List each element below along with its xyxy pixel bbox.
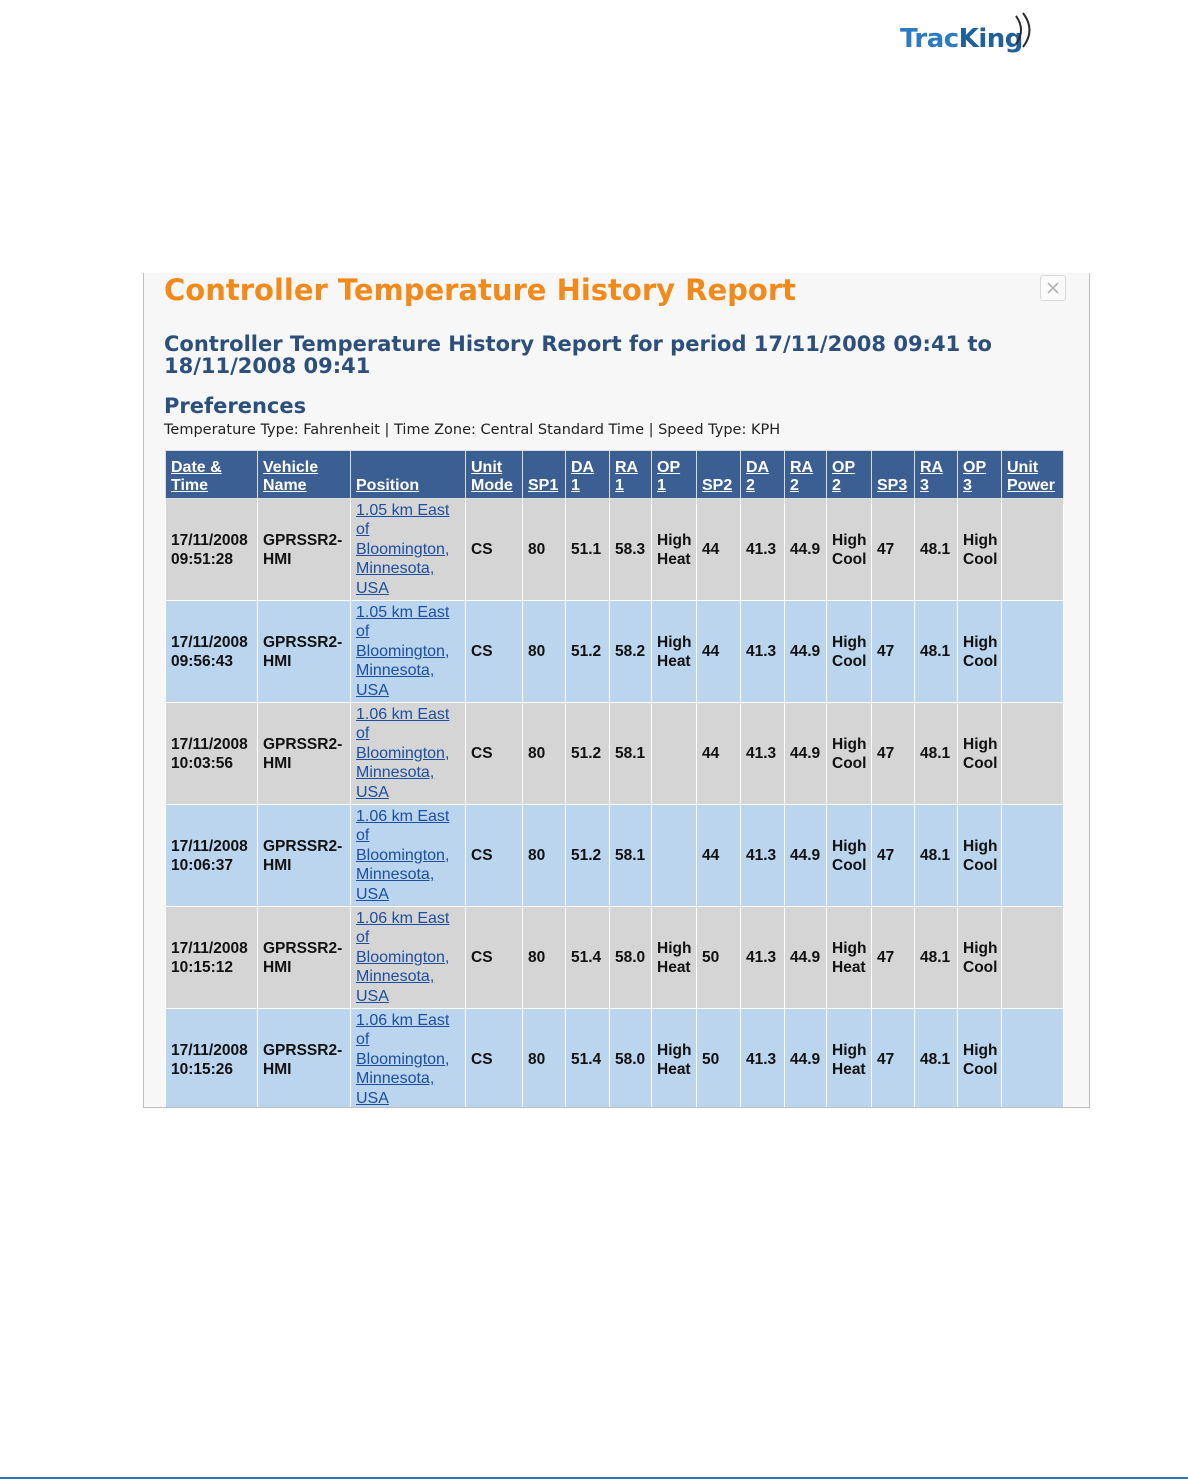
cell-position bbox=[351, 805, 466, 907]
cell-power bbox=[1002, 499, 1064, 601]
cell-ra2: 44.9 bbox=[785, 601, 827, 703]
column-header bbox=[872, 451, 915, 499]
cell-op1 bbox=[652, 703, 697, 805]
cell-datetime: 17/11/2008 10:03:56 bbox=[166, 703, 258, 805]
cell-da2: 41.3 bbox=[741, 805, 785, 907]
sort-link[interactable]: SP2 bbox=[702, 477, 733, 494]
cell-mode: CS bbox=[466, 1009, 523, 1109]
cell-vehicle: GPRSSR2-HMI bbox=[258, 601, 351, 703]
cell-ra2: 44.9 bbox=[785, 1009, 827, 1109]
column-header bbox=[785, 451, 827, 499]
dialog-title: Controller Temperature History Report bbox=[164, 273, 796, 307]
column-header bbox=[827, 451, 872, 499]
table-row bbox=[166, 907, 1064, 1009]
cell-sp1: 80 bbox=[523, 703, 566, 805]
cell-sp2: 44 bbox=[697, 703, 741, 805]
cell-vehicle: GPRSSR2-HMI bbox=[258, 907, 351, 1009]
column-header bbox=[1002, 451, 1064, 499]
cell-da1: 51.4 bbox=[566, 907, 610, 1009]
cell-op1: High Heat bbox=[652, 601, 697, 703]
report-table bbox=[165, 450, 1064, 1108]
table-body bbox=[166, 499, 1064, 1109]
cell-power bbox=[1002, 703, 1064, 805]
cell-op2: High Cool bbox=[827, 601, 872, 703]
cell-sp3: 47 bbox=[872, 703, 915, 805]
cell-sp1: 80 bbox=[523, 805, 566, 907]
period-heading: Controller Temperature History Report for period 17/11/2008 09:41 to 18/11/2008 09:41 bbox=[164, 332, 992, 378]
cell-ra3: 48.1 bbox=[915, 805, 958, 907]
cell-op1: High Heat bbox=[652, 1009, 697, 1109]
position-link[interactable]: 1.06 km East of Bloomington, Minnesota, USA bbox=[356, 909, 450, 1005]
column-header bbox=[652, 451, 697, 499]
sort-link[interactable]: SP3 bbox=[877, 477, 908, 494]
cell-da1: 51.2 bbox=[566, 601, 610, 703]
cell-op3: High Cool bbox=[958, 703, 1002, 805]
cell-sp3: 47 bbox=[872, 499, 915, 601]
cell-datetime: 17/11/2008 10:15:26 bbox=[166, 1009, 258, 1109]
table-row bbox=[166, 1009, 1064, 1109]
cell-sp1: 80 bbox=[523, 907, 566, 1009]
cell-da1: 51.2 bbox=[566, 805, 610, 907]
preferences-text: Temperature Type: Fahrenheit | Time Zone: Central Standard Time | Speed Type: KPH bbox=[164, 422, 781, 438]
sort-link[interactable]: DA 2 bbox=[746, 459, 770, 494]
column-header bbox=[351, 451, 466, 499]
cell-vehicle: GPRSSR2-HMI bbox=[258, 1009, 351, 1109]
cell-sp2: 50 bbox=[697, 907, 741, 1009]
cell-da2: 41.3 bbox=[741, 703, 785, 805]
cell-op3: High Cool bbox=[958, 805, 1002, 907]
cell-da1: 51.4 bbox=[566, 1009, 610, 1109]
cell-mode: CS bbox=[466, 601, 523, 703]
cell-position bbox=[351, 907, 466, 1009]
table-row bbox=[166, 805, 1064, 907]
cell-da2: 41.3 bbox=[741, 601, 785, 703]
cell-sp1: 80 bbox=[523, 499, 566, 601]
cell-ra2: 44.9 bbox=[785, 805, 827, 907]
cell-op1: High Heat bbox=[652, 499, 697, 601]
cell-op3: High Cool bbox=[958, 1009, 1002, 1109]
column-header bbox=[915, 451, 958, 499]
logo-text-part: King bbox=[958, 24, 1023, 54]
position-link[interactable]: 1.06 km East of Bloomington, Minnesota, USA bbox=[356, 807, 450, 903]
close-icon bbox=[1046, 281, 1060, 295]
cell-sp1: 80 bbox=[523, 1009, 566, 1109]
cell-ra1: 58.1 bbox=[610, 703, 652, 805]
cell-op2: High Cool bbox=[827, 703, 872, 805]
cell-op3: High Cool bbox=[958, 601, 1002, 703]
cell-sp2: 50 bbox=[697, 1009, 741, 1109]
signal-waves-icon bbox=[1012, 10, 1046, 50]
sort-link[interactable]: RA 2 bbox=[790, 459, 814, 494]
cell-ra2: 44.9 bbox=[785, 907, 827, 1009]
cell-ra2: 44.9 bbox=[785, 499, 827, 601]
cell-mode: CS bbox=[466, 703, 523, 805]
sort-link[interactable]: Position bbox=[356, 477, 420, 494]
cell-ra3: 48.1 bbox=[915, 601, 958, 703]
position-link[interactable]: 1.06 km East of Bloomington, Minnesota, USA bbox=[356, 705, 450, 801]
cell-ra1: 58.1 bbox=[610, 805, 652, 907]
page-footer-rule bbox=[0, 1477, 1188, 1479]
close-button[interactable] bbox=[1040, 275, 1066, 301]
cell-datetime: 17/11/2008 09:56:43 bbox=[166, 601, 258, 703]
cell-power bbox=[1002, 601, 1064, 703]
cell-op1 bbox=[652, 805, 697, 907]
cell-datetime: 17/11/2008 09:51:28 bbox=[166, 499, 258, 601]
cell-vehicle: GPRSSR2-HMI bbox=[258, 499, 351, 601]
cell-power bbox=[1002, 907, 1064, 1009]
cell-ra1: 58.0 bbox=[610, 907, 652, 1009]
logo-text bbox=[900, 26, 1023, 52]
cell-ra3: 48.1 bbox=[915, 499, 958, 601]
column-header bbox=[958, 451, 1002, 499]
cell-ra1: 58.3 bbox=[610, 499, 652, 601]
cell-op3: High Cool bbox=[958, 907, 1002, 1009]
cell-op2: High Cool bbox=[827, 499, 872, 601]
table-row bbox=[166, 499, 1064, 601]
cell-op2: High Heat bbox=[827, 1009, 872, 1109]
cell-ra1: 58.0 bbox=[610, 1009, 652, 1109]
cell-mode: CS bbox=[466, 907, 523, 1009]
sort-link[interactable]: Unit Power bbox=[1007, 459, 1056, 494]
cell-ra3: 48.1 bbox=[915, 1009, 958, 1109]
cell-sp3: 47 bbox=[872, 1009, 915, 1109]
column-header bbox=[166, 451, 258, 499]
cell-ra1: 58.2 bbox=[610, 601, 652, 703]
cell-ra3: 48.1 bbox=[915, 703, 958, 805]
cell-datetime: 17/11/2008 10:06:37 bbox=[166, 805, 258, 907]
cell-sp3: 47 bbox=[872, 805, 915, 907]
table-header-row bbox=[166, 451, 1064, 499]
sort-link[interactable]: SP1 bbox=[528, 477, 559, 494]
column-header bbox=[466, 451, 523, 499]
sort-link[interactable]: OP 1 bbox=[657, 459, 681, 494]
cell-mode: CS bbox=[466, 499, 523, 601]
sort-link[interactable]: DA 1 bbox=[571, 459, 595, 494]
cell-position bbox=[351, 1009, 466, 1109]
cell-da2: 41.3 bbox=[741, 1009, 785, 1109]
sort-link[interactable]: RA 1 bbox=[615, 459, 639, 494]
cell-mode: CS bbox=[466, 805, 523, 907]
cell-da1: 51.1 bbox=[566, 499, 610, 601]
cell-ra2: 44.9 bbox=[785, 703, 827, 805]
tracking-logo bbox=[900, 8, 1023, 52]
column-header bbox=[610, 451, 652, 499]
cell-datetime: 17/11/2008 10:15:12 bbox=[166, 907, 258, 1009]
cell-position bbox=[351, 703, 466, 805]
cell-vehicle: GPRSSR2-HMI bbox=[258, 805, 351, 907]
cell-sp2: 44 bbox=[697, 805, 741, 907]
sort-link[interactable]: OP 3 bbox=[963, 459, 987, 494]
cell-op2: High Cool bbox=[827, 805, 872, 907]
column-header bbox=[697, 451, 741, 499]
position-link[interactable]: 1.06 km East of Bloomington, Minnesota, USA bbox=[356, 1011, 450, 1107]
cell-op2: High Heat bbox=[827, 907, 872, 1009]
cell-da2: 41.3 bbox=[741, 907, 785, 1009]
column-header bbox=[523, 451, 566, 499]
column-header bbox=[741, 451, 785, 499]
column-header bbox=[258, 451, 351, 499]
report-dialog bbox=[143, 273, 1090, 1108]
cell-sp3: 47 bbox=[872, 907, 915, 1009]
logo-text-part: Trac bbox=[900, 24, 959, 54]
cell-sp2: 44 bbox=[697, 499, 741, 601]
cell-op3: High Cool bbox=[958, 499, 1002, 601]
cell-position bbox=[351, 601, 466, 703]
sort-link[interactable]: OP 2 bbox=[832, 459, 856, 494]
cell-power bbox=[1002, 1009, 1064, 1109]
sort-link[interactable]: Date & Time bbox=[171, 459, 222, 494]
cell-da1: 51.2 bbox=[566, 703, 610, 805]
cell-position bbox=[351, 499, 466, 601]
preferences-heading: Preferences bbox=[164, 394, 307, 418]
cell-ra3: 48.1 bbox=[915, 907, 958, 1009]
cell-vehicle: GPRSSR2-HMI bbox=[258, 703, 351, 805]
cell-power bbox=[1002, 805, 1064, 907]
sort-link[interactable]: Vehicle Name bbox=[263, 459, 319, 494]
cell-sp1: 80 bbox=[523, 601, 566, 703]
cell-sp2: 44 bbox=[697, 601, 741, 703]
sort-link[interactable]: Unit Mode bbox=[471, 459, 513, 494]
position-link[interactable]: 1.05 km East of Bloomington, Minnesota, USA bbox=[356, 603, 450, 699]
cell-da2: 41.3 bbox=[741, 499, 785, 601]
sort-link[interactable]: RA 3 bbox=[920, 459, 944, 494]
position-link[interactable]: 1.05 km East of Bloomington, Minnesota, USA bbox=[356, 501, 450, 597]
table-row bbox=[166, 703, 1064, 805]
column-header bbox=[566, 451, 610, 499]
cell-sp3: 47 bbox=[872, 601, 915, 703]
table-row bbox=[166, 601, 1064, 703]
cell-op1: High Heat bbox=[652, 907, 697, 1009]
